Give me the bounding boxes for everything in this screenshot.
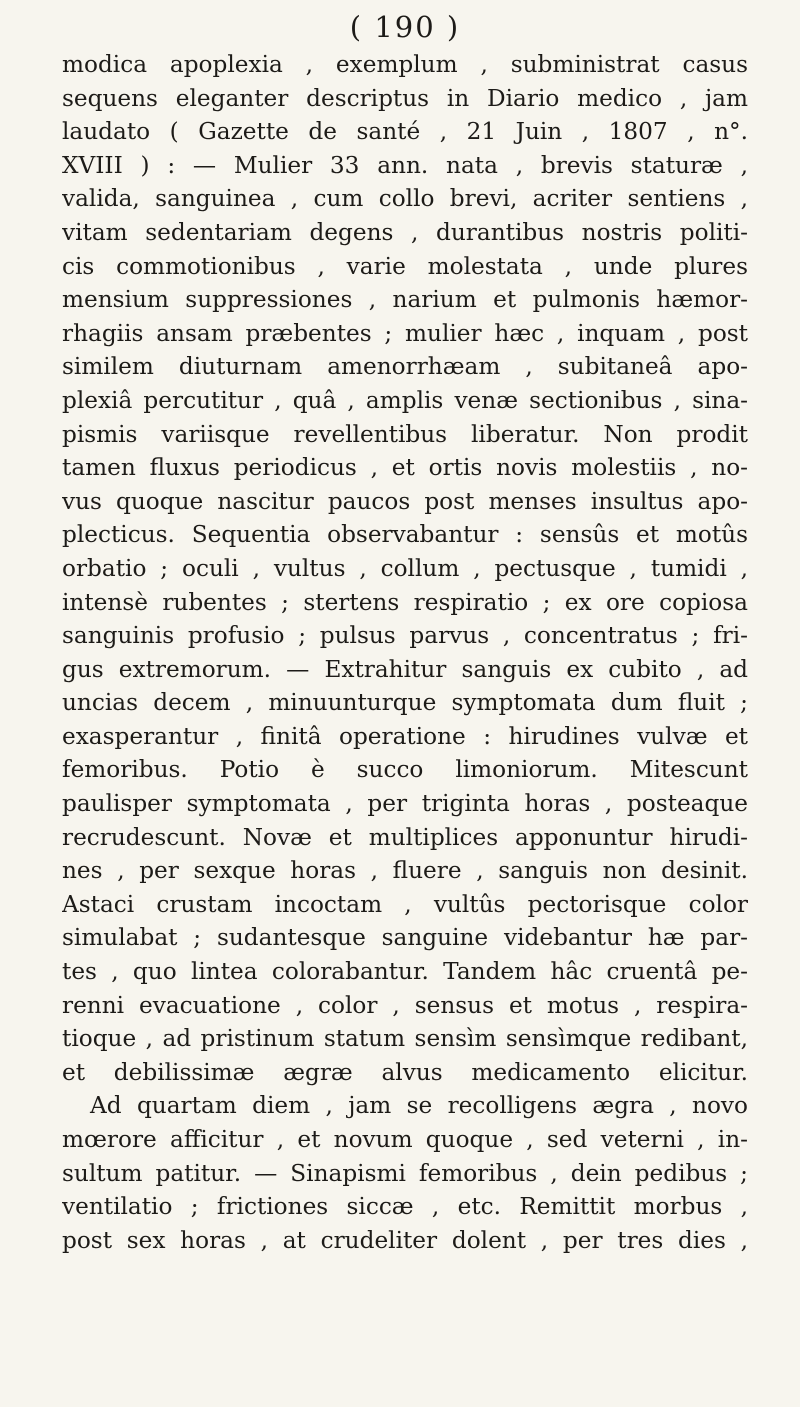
text-line: vus quoque nascitur paucos post menses insultus apo- [62,487,748,515]
text-line: mensium suppressiones , narium et pulmonis hæmor- [62,286,748,314]
text-line: vitam sedentariam degens , durantibus nostris politi- [62,218,748,246]
text-line: valida, sanguinea , cum collo brevi, acriter sentiens , [62,185,748,213]
text-line: gus extremorum. — Extrahitur sanguis ex cubito , ad [62,655,748,683]
text-line: sultum patitur. — Sinapismi femoribus , dein pedibus ; [62,1159,748,1187]
text-line: femoribus. Potio è succo limoniorum. Mitescunt [62,756,748,784]
text-line: XVIII ) : — Mulier 33 ann. nata , brevis staturæ , [62,151,748,179]
text-line: renni evacuatione , color , sensus et motus , respira- [62,991,748,1019]
text-line: cis commotionibus , varie molestata , unde plures [62,252,748,280]
text-line: tamen fluxus periodicus , et ortis novis molestiis , no- [62,454,748,482]
text-line: et debilissimæ ægræ alvus medicamento elicitur. [62,1058,748,1086]
body-text [62,48,748,1257]
text-line: recrudescunt. Novæ et multiplices apponuntur hirudi- [62,823,748,851]
text-line: nes , per sexque horas , fluere , sanguis non desinit. [62,857,748,885]
text-line: Ad quartam diem , jam se recolligens ægra , novo [90,1092,748,1120]
text-line: plexiâ percutitur , quâ , amplis venæ sectionibus , sina- [62,386,748,414]
text-line: modica apoplexia , exemplum , subministrat casus [62,51,748,78]
text-line: rhagiis ansam præbentes ; mulier hæc , inquam , post [62,319,748,347]
text-line: paulisper symptomata , per triginta horas , posteaque [62,790,748,818]
text-line: tes , quo lintea colorabantur. Tandem hâc cruentâ pe- [62,958,748,986]
text-line: Astaci crustam incoctam , vultûs pectorisque color [62,890,748,918]
text-line: sequens eleganter descriptus in Diario medico , jam [62,84,748,112]
text-line: sanguinis profusio ; pulsus parvus , concentratus ; fri- [62,622,748,650]
text-line: exasperantur , finitâ operatione : hirudines vulvæ et [62,722,748,750]
text-line: ventilatio ; frictiones siccæ , etc. Remittit morbus , [62,1193,748,1221]
text-line: laudato ( Gazette de santé , 21 Juin , 1807 , n°. [62,118,748,146]
page-number: ( 190 ) [349,10,461,44]
text-line: intensè rubentes ; stertens respiratio ; ex ore copiosa [62,588,748,616]
text-line: uncias decem , minuunturque symptomata dum fluit ; [62,689,748,717]
text-line: simulabat ; sudantesque sanguine videbantur hæ par- [62,924,748,952]
text-line: mœrore afficitur , et novum quoque , sed veterni , in- [62,1126,748,1153]
text-line: tioque , ad pristinum statum sensìm sensìmque redibant, [62,1025,748,1053]
text-line: post sex horas , at crudeliter dolent , per tres dies , [62,1226,748,1254]
text-line: orbatio ; oculi , vultus , collum , pectusque , tumidi , [62,554,748,582]
text-line: pismis variisque revellentibus liberatur. Non prodit [62,420,748,448]
text-line: similem diuturnam amenorrhæam , subitaneâ apo- [62,353,748,381]
text-line: plecticus. Sequentia observabantur : sensûs et motûs [62,521,748,549]
